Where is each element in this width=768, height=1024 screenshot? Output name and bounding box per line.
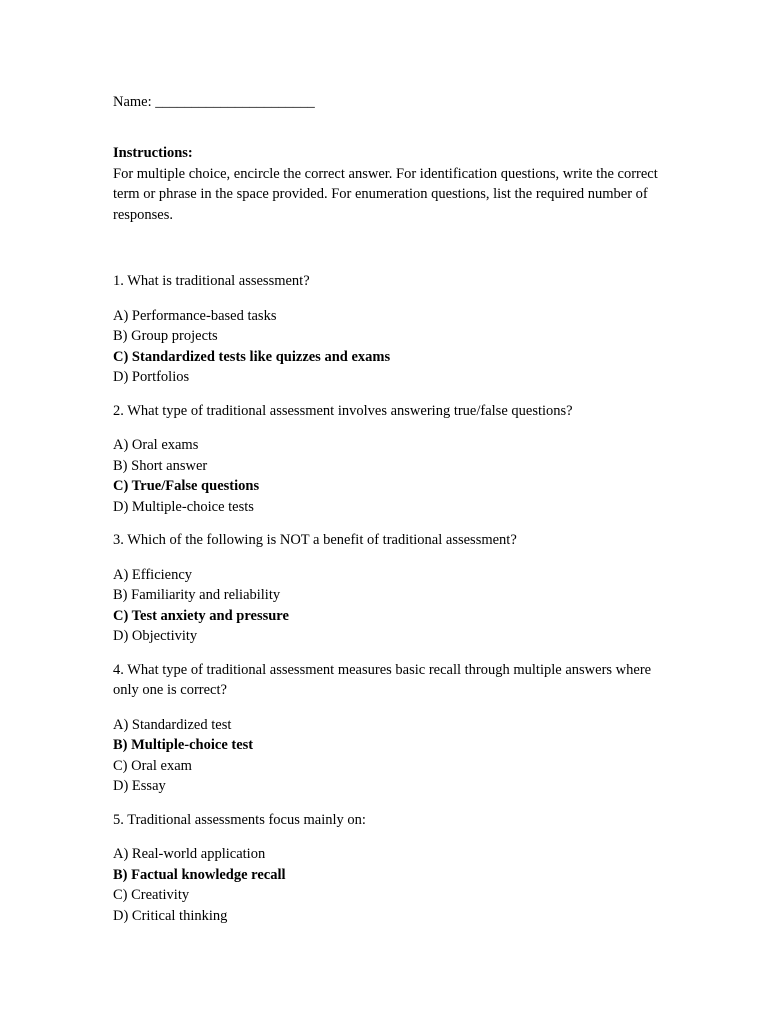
- instructions-body: For multiple choice, encircle the correct answer. For identification questions, write the correct term or phrase in the space provided. For enumeration questions, list the required number of responses.: [113, 165, 658, 223]
- instructions-heading: Instructions:: [113, 145, 193, 161]
- option-a: A) Standardized test: [113, 716, 232, 733]
- option-a: A) Oral exams: [113, 437, 199, 453]
- document-page: [113, 92, 658, 939]
- option-d: D) Objectivity: [113, 628, 198, 644]
- question-5: [113, 810, 658, 927]
- question-text: 1. What is traditional assessment?: [113, 273, 310, 289]
- question-list: [113, 271, 658, 926]
- option-b-correct: B) Factual knowledge recall: [113, 866, 286, 883]
- question-3: [113, 530, 658, 647]
- question-2: [113, 401, 658, 518]
- option-b-correct: B) Multiple-choice test: [113, 737, 254, 753]
- option-d: D) Critical thinking: [113, 907, 228, 924]
- question-1: [113, 271, 658, 388]
- option-c-correct: C) Standardized tests like quizzes and exams: [113, 348, 391, 365]
- option-b: B) Familiarity and reliability: [113, 587, 281, 603]
- question-text: 4. What type of traditional assessment measures basic recall through multiple answers where only one is correct?: [113, 661, 652, 698]
- question-text: 5. Traditional assessments focus mainly on:: [113, 811, 366, 828]
- option-a: A) Real-world application: [113, 846, 266, 862]
- option-d: D) Portfolios: [113, 369, 190, 385]
- option-c-correct: C) True/False questions: [113, 478, 260, 494]
- option-d: D) Essay: [113, 778, 166, 794]
- option-c-correct: C) Test anxiety and pressure: [113, 607, 289, 624]
- option-d: D) Multiple-choice tests: [113, 498, 254, 515]
- option-a: A) Efficiency: [113, 566, 193, 583]
- question-text: 2. What type of traditional assessment involves answering true/false questions?: [113, 402, 573, 419]
- option-b: B) Short answer: [113, 457, 208, 474]
- instructions-section: [113, 143, 658, 225]
- name-line: Name: ______________________: [113, 94, 315, 110]
- option-c: C) Creativity: [113, 887, 190, 903]
- option-c: C) Oral exam: [113, 757, 192, 774]
- question-4: [113, 660, 658, 797]
- option-b: B) Group projects: [113, 328, 218, 344]
- option-a: A) Performance-based tasks: [113, 307, 277, 324]
- question-text: 3. Which of the following is NOT a benefit of traditional assessment?: [113, 532, 517, 548]
